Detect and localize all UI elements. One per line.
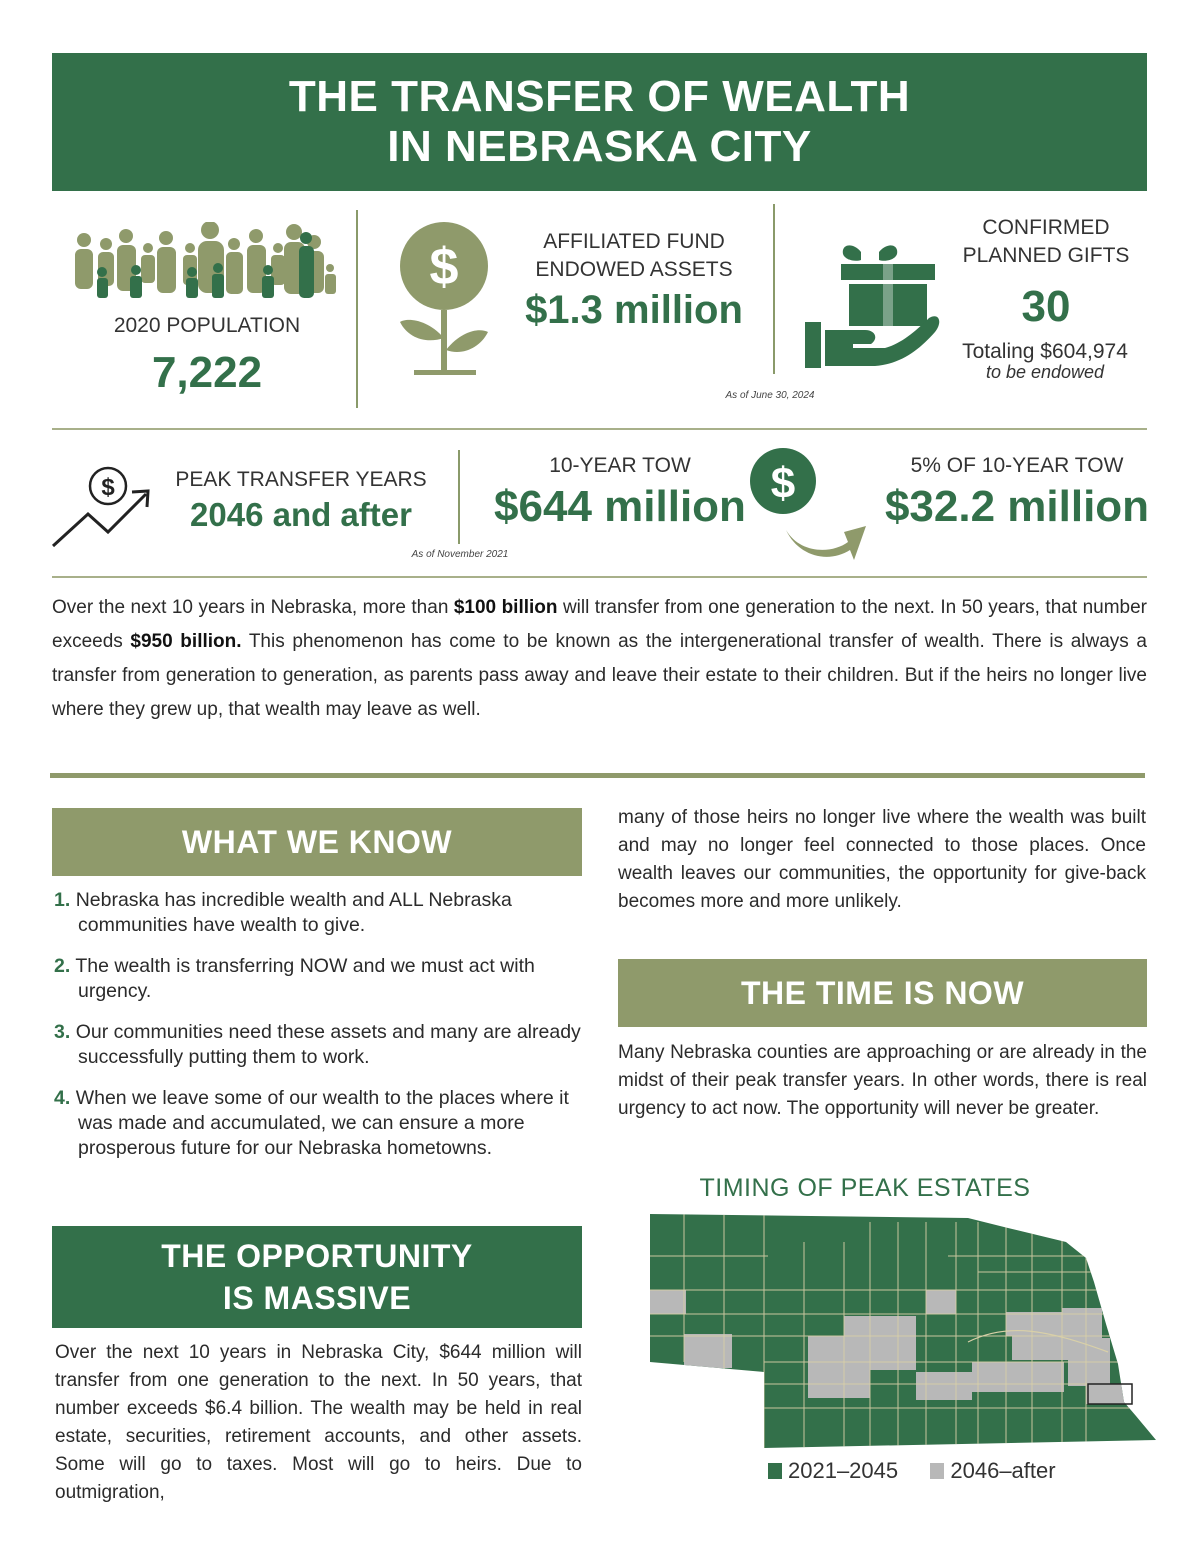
tow5-label: 5% OF 10-YEAR TOW [910,454,1124,477]
list-item: 3. Our communities need these assets and many are already successfully putting them to work. [54,1021,581,1068]
gifts-label-2: PLANNED GIFTS [962,244,1130,267]
map-title: TIMING OF PEAK ESTATES [699,1174,1031,1202]
svg-text:$: $ [770,459,796,508]
growth-arrow-icon [50,464,154,550]
continued-text: many of those heirs no longer live where the wealth was built and may no longer feel connected to those places. Once wealth leaves our communities, the opportunity for give-back becomes more and more unlikely. [618,807,1146,912]
svg-text:$: $ [101,474,115,501]
legend-swatch-gray [930,1463,944,1479]
tow5-value: $32.2 million [884,482,1150,531]
list-item: 1. Nebraska has incredible wealth and ALL Nebraska communities have wealth to give. [54,889,512,936]
opportunity-body: Over the next 10 years in Nebraska City, $644 million will transfer from one generation to the next. In 50 years, that number exceeds $6.4 billion. The wealth may be held in real estate, securities, retirement accounts, and other assets. Some will go to taxes. Most will go to heirs. Due to outmigration, [55,1342,582,1503]
tow-value: $644 million [494,482,746,531]
people-icon [68,222,338,304]
endowed-value: $1.3 million [525,288,743,332]
nebraska-county-map [648,1212,1160,1452]
gift-hand-icon [805,240,940,368]
population-value: 7,222 [151,348,263,397]
divider [356,210,358,408]
time-is-now-heading: THE TIME IS NOW [618,959,1147,1027]
divider [52,576,1147,578]
legend-swatch-green [768,1463,782,1479]
divider [52,428,1147,430]
what-we-know-heading: WHAT WE KNOW [52,808,582,876]
list-item: 4. When we leave some of our wealth to the places where it was made and accumulated, we can ensure a more prosperous future for our Nebraska hometowns. [54,1087,569,1159]
endowed-label-1: AFFILIATED FUND [543,230,725,253]
legend-item-2021-2045: 2021–2045 [768,1458,898,1483]
money-plant-icon [396,222,496,380]
endowed-date-note: As of June 30, 2024 [725,390,815,401]
legend-item-2046-after: 2046–after [930,1458,1055,1483]
divider [458,450,460,544]
title-line-2: IN NEBRASKA CITY [387,122,812,171]
gifts-total: Totaling $604,974 [962,340,1128,363]
title-line-1: THE TRANSFER OF WEALTH [288,72,911,121]
svg-text:$: $ [429,238,459,296]
list-item: 2. The wealth is transferring NOW and we must act with urgency. [54,955,535,1002]
section-divider [50,773,1145,778]
peak-date-note: As of November 2021 [411,549,509,560]
population-label: 2020 POPULATION [113,314,301,337]
tow-label: 10-YEAR TOW [549,454,691,477]
what-we-know-list [52,888,597,1177]
opportunity-heading: THE OPPORTUNITY IS MASSIVE [52,1226,582,1328]
endowed-label-2: ENDOWED ASSETS [535,258,733,281]
title-banner [52,53,1147,191]
gifts-value: 30 [1021,282,1071,331]
peak-value: 2046 and after [190,496,412,533]
gifts-label-1: CONFIRMED [982,216,1110,239]
intro-paragraph: Over the next 10 years in Nebraska, more than $100 billion will transfer from one generation to the next. In 50 years, that number exceeds $950 billion. This phenomenon has come to be known as the intergenerational transfer of wealth. There is always a transfer from generation to generation, as parents pass away and leave their estate to their children. But if the heirs no longer live where they grew up, that wealth may leave as well. [52,597,1147,720]
map-legend [768,1458,1056,1484]
gifts-sub: to be endowed [985,362,1105,382]
dollar-arrow-icon [748,446,874,564]
peak-label: PEAK TRANSFER YEARS [175,468,427,491]
time-is-now-body: Many Nebraska counties are approaching or are already in the midst of their peak transfer years. In other words, there is real urgency to act now. The opportunity will never be greater. [618,1042,1147,1119]
divider [773,204,775,374]
